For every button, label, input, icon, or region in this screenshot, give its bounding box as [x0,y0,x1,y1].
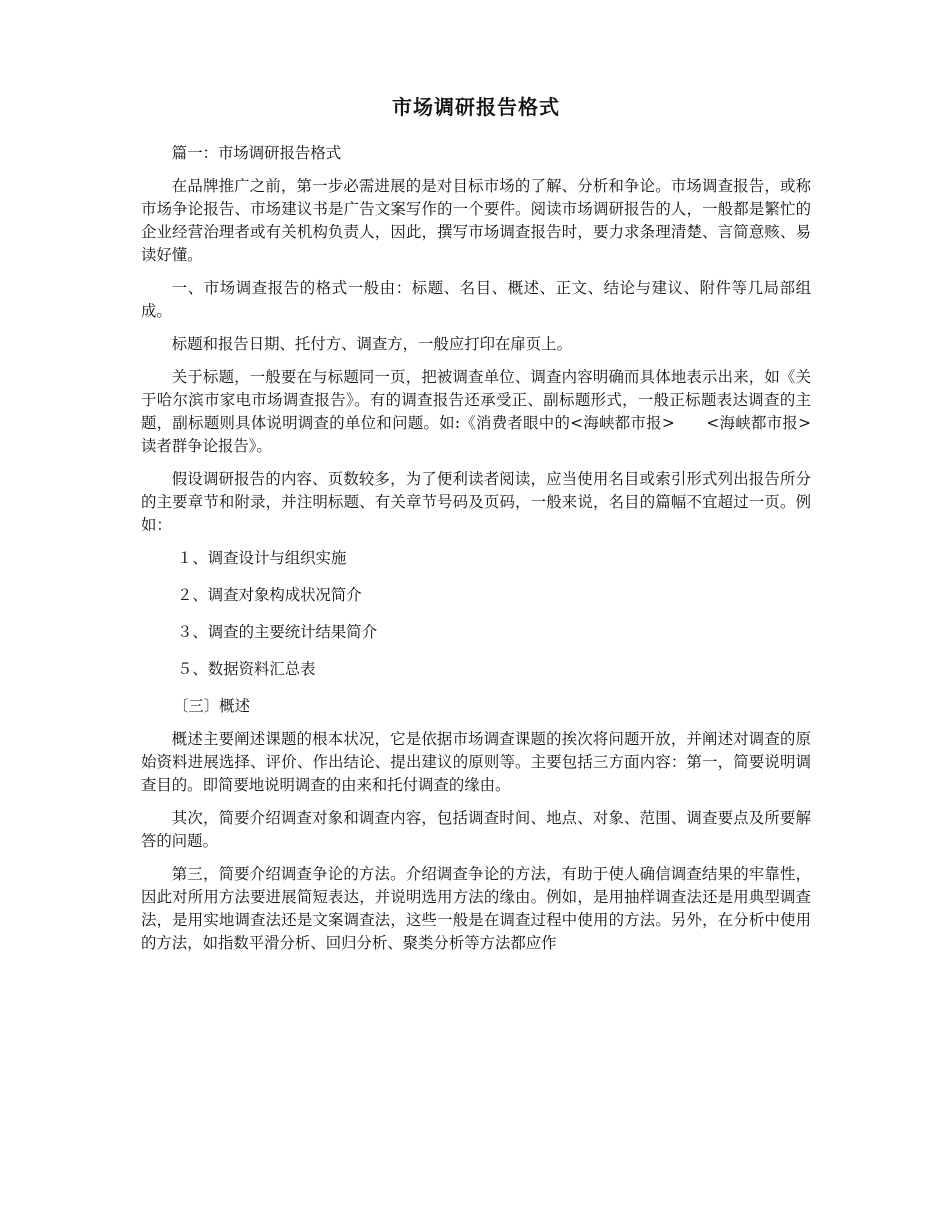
paragraph-title-page: 标题和报告日期、托付方、调查方，一般应打印在扉页上。 [171,335,572,353]
section-heading: 〔三〕概述 [173,697,250,715]
list-item: ３、调查的主要统计结果简介 [177,623,378,641]
paragraph-overview: 概述主要阐述课题的根本状况，它是依据市场调查课题的挨次将问题开放，并阐述对调查的原始资料进展选择、评价、作出结论、提出建议的原则等。主要包括三方面内容：第一，简要说明调查目的。即简要地说明调查的由来和托付调查的缘由。 [141,730,811,794]
document-title: 市场调研报告格式 [392,95,560,119]
paragraph-subtitle: 篇一：市场调研报告格式 [171,144,342,162]
paragraph-contents: 假设调研报告的内容、页数较多，为了便利读者阅读，应当使用名目或索引形式列出报告所分的主要章节和附录，并注明标题、有关章节号码及页码，一般来说，名目的篇幅不宜超过一页。例如： [141,470,811,534]
paragraph-third: 第三，简要介绍调查争论的方法。介绍调查争论的方法，有助于使人确信调查结果的牢靠性，因此对所用方法要进展简短表达，并说明选用方法的缘由。例如，是用抽样调查法还是用典型调查法，是用实地调查法还是文案调查法，这些一般是在调查过程中使用的方法。另外，在分析中使用的方法，如指数平滑分析、回归分析、聚类分析等方法都应作 [141,865,811,952]
paragraph-intro: 在品牌推广之前，第一步必需进展的是对目标市场的了解、分析和争论。市场调查报告，或称市场争论报告、市场建议书是广告文案写作的一个要件。阅读市场调研报告的人，一般都是繁忙的企业经营治理者或有关机构负责人，因此，撰写市场调查报告时，要力求条理清楚、言简意赅、易读好懂。 [141,177,811,264]
document-page [141,92,811,965]
list-item: ２、调查对象构成状况简介 [177,586,362,604]
paragraph-format: 一、市场调查报告的格式一般由：标题、名目、概述、正文、结论与建议、附件等几局部组成。 [141,279,811,320]
list-item: １、调查设计与组织实施 [177,549,347,567]
paragraph-about-title: 关于标题，一般要在与标题同一页，把被调查单位、调查内容明确而具体地表示出来，如《关于哈尔滨市家电市场调查报告》。有的调查报告还承受正、副标题形式，一般正标题表达调查的主题，副标题则具体说明调查的单位和问题。如:《消费者眼中的<海峡都市报> <海峡都市报>读者群争论报告》。 [141,368,811,455]
paragraph-second: 其次，简要介绍调查对象和调查内容，包括调查时间、地点、对象、范围、调查要点及所要解答的问题。 [141,809,811,850]
list-item: ５、数据资料汇总表 [177,660,316,678]
